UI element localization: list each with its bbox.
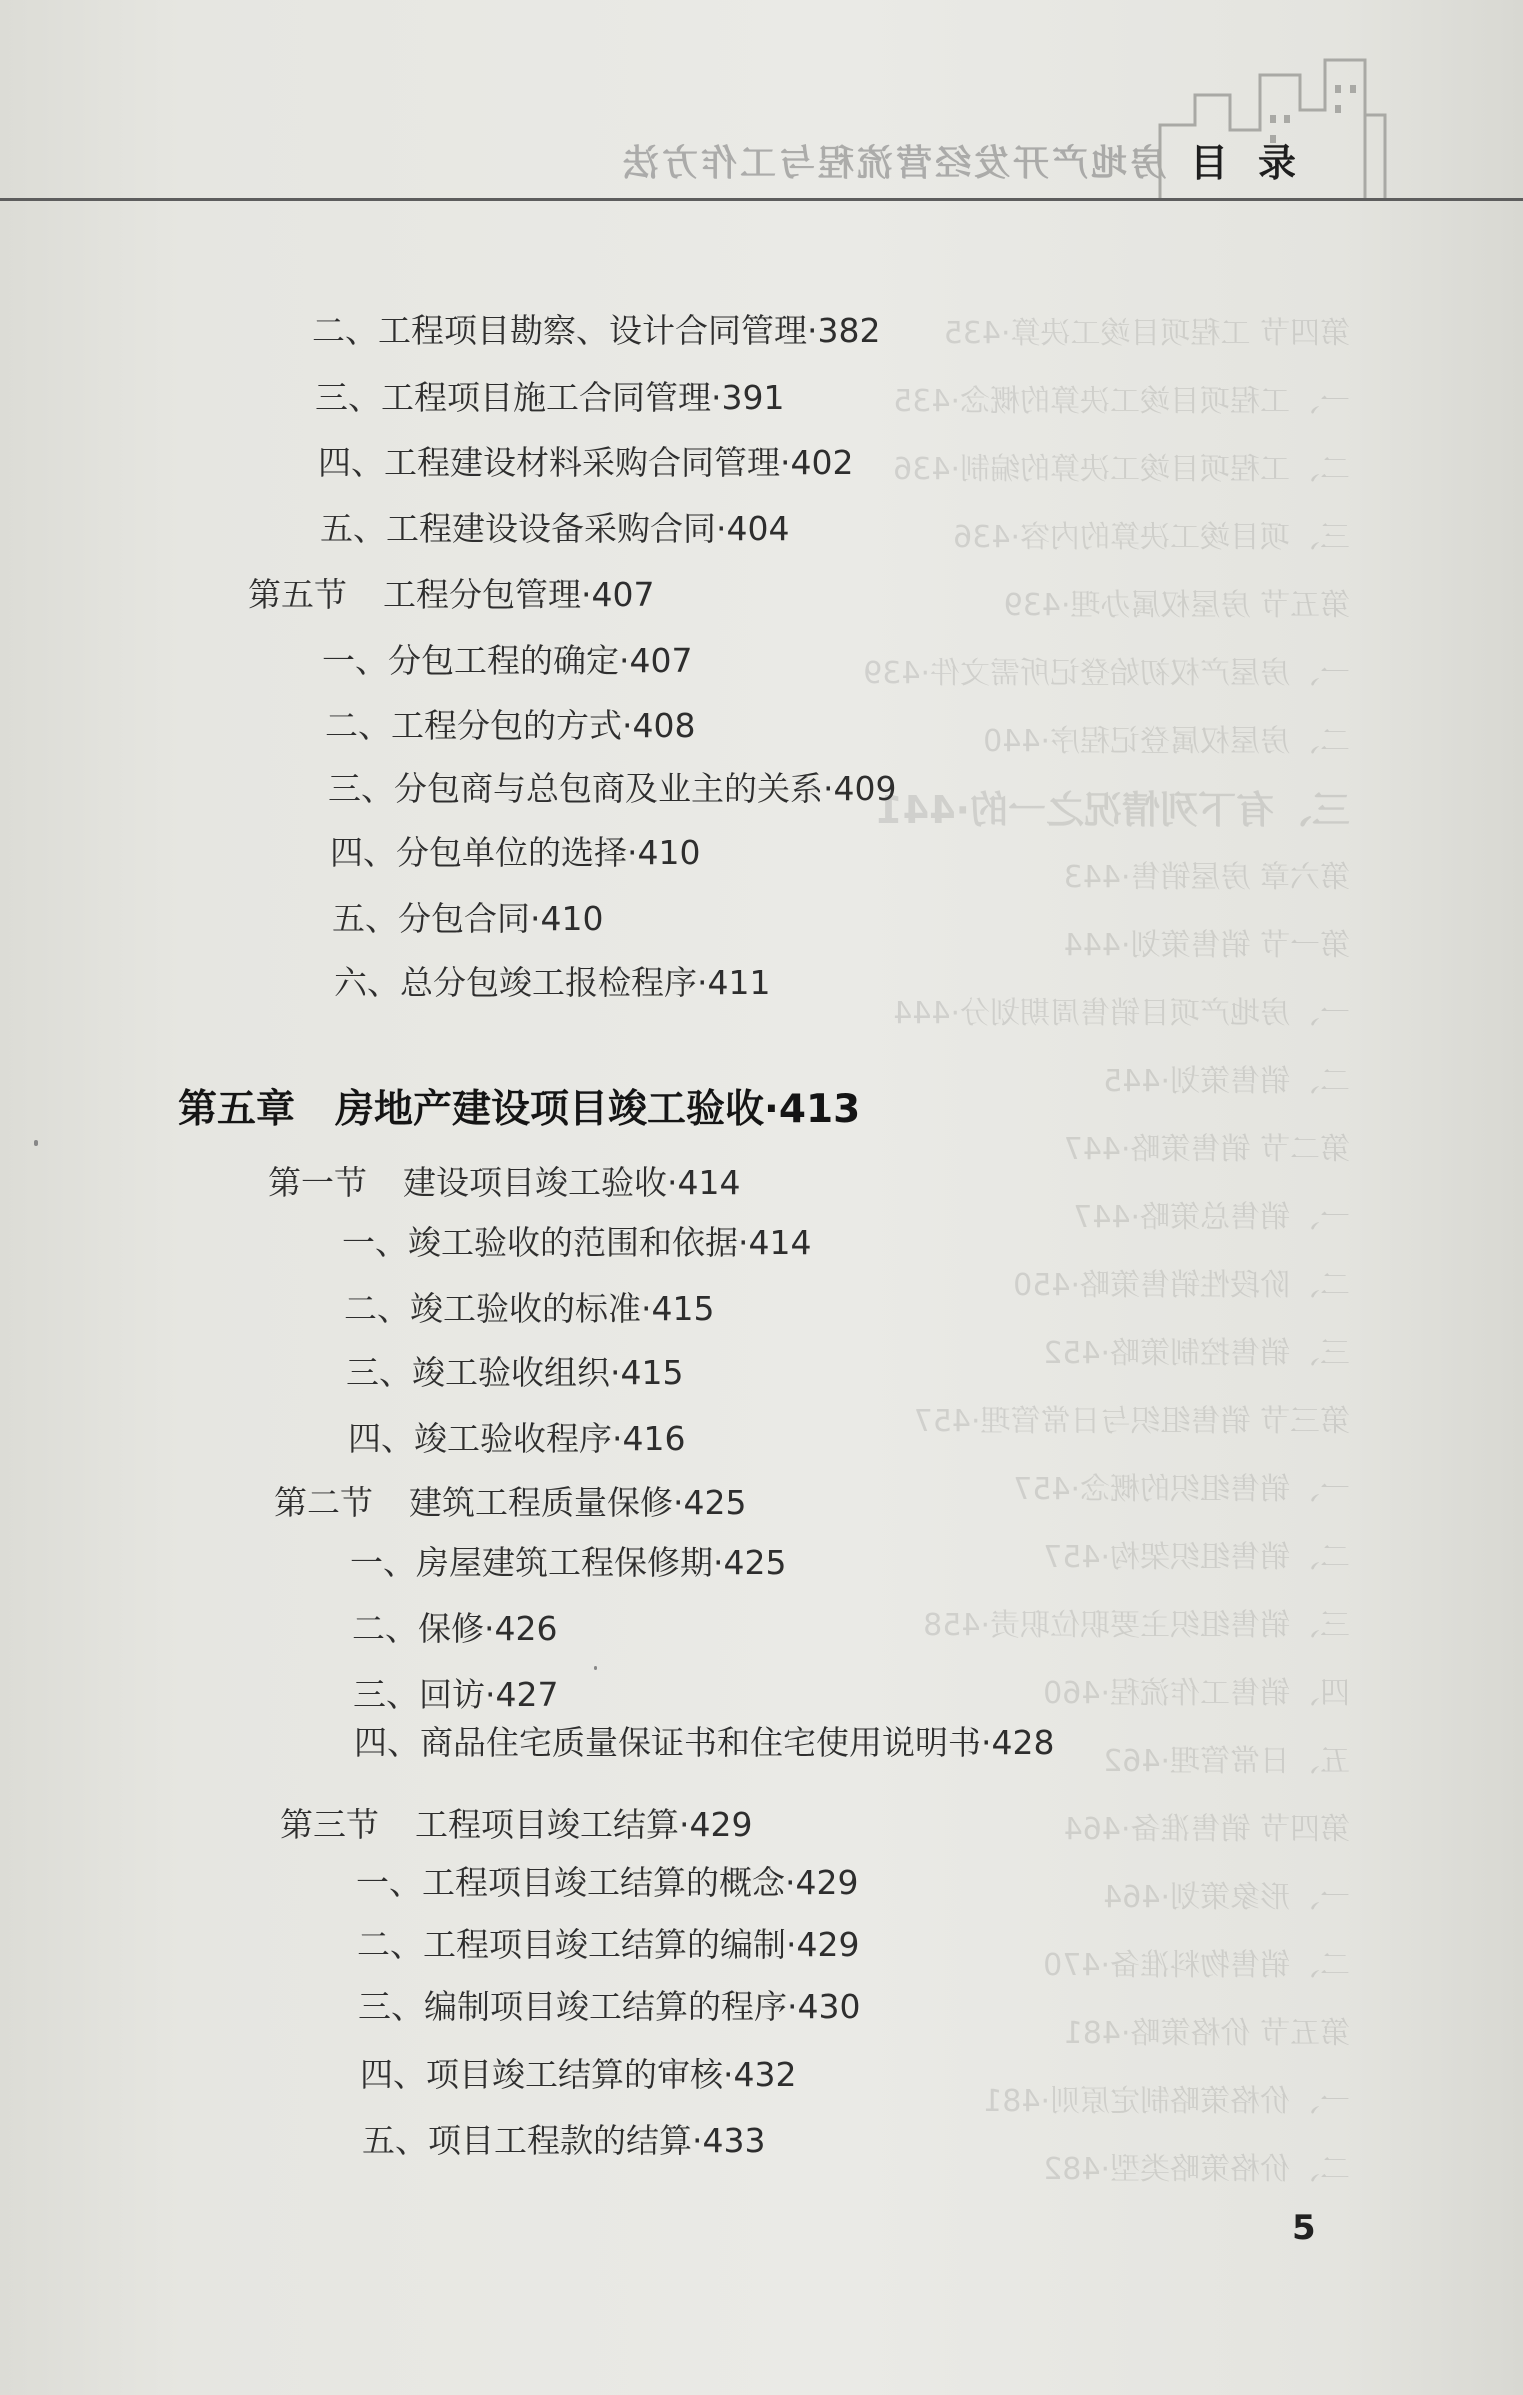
section-title: 目录 <box>1190 141 1327 185</box>
toc-item: 一、分包工程的确定·407 <box>322 641 693 680</box>
toc-item: 四、竣工验收程序·416 <box>348 1419 686 1458</box>
toc-item: 五、分包合同·410 <box>332 899 604 938</box>
toc-item: 三、编制项目竣工结算的程序·430 <box>358 1987 861 2026</box>
paper-speck <box>594 1666 597 1670</box>
toc-chapter-label: 第五章 <box>178 1087 296 1132</box>
toc-item: 一、房屋建筑工程保修期·425 <box>350 1543 787 1582</box>
toc-chapter-title: 房地产建设项目竣工验收·413 <box>335 1087 861 1132</box>
toc-item: 一、竣工验收的范围和依据·414 <box>342 1223 812 1262</box>
toc-section-label: 第三节 <box>280 1805 379 1844</box>
page-number: 5 <box>1292 2208 1316 2248</box>
toc-section-title: 工程项目竣工结算·429 <box>415 1805 753 1844</box>
toc-item: 三、分包商与总包商及业主的关系·409 <box>328 769 897 808</box>
toc-item: 三、工程项目施工合同管理·391 <box>315 378 785 417</box>
toc-item: 五、工程建设设备采购合同·404 <box>320 509 790 548</box>
toc-section <box>268 1163 741 1202</box>
toc-item: 三、回访·427 <box>353 1675 559 1714</box>
toc-chapter <box>178 1087 861 1132</box>
running-title-mirrored: 房地产开发经营流程与工作方法 <box>620 143 1167 184</box>
toc-item: 三、竣工验收组织·415 <box>346 1353 684 1392</box>
toc-item: 一、工程项目竣工结算的概念·429 <box>356 1863 859 1902</box>
paper-speck <box>34 1140 38 1146</box>
toc-item: 二、竣工验收的标准·415 <box>344 1289 715 1328</box>
toc-item: 二、工程分包的方式·408 <box>325 706 696 745</box>
toc-section-title: 建筑工程质量保修·425 <box>409 1483 747 1522</box>
toc-item: 四、分包单位的选择·410 <box>330 833 701 872</box>
toc-item: 四、工程建设材料采购合同管理·402 <box>318 443 854 482</box>
toc-section-label: 第一节 <box>268 1163 367 1202</box>
toc-item: 二、保修·426 <box>352 1609 558 1648</box>
toc-item: 四、商品住宅质量保证书和住宅使用说明书·428 <box>354 1723 1055 1762</box>
toc-section-title: 建设项目竣工验收·414 <box>403 1163 741 1202</box>
toc-item: 二、工程项目勘察、设计合同管理·382 <box>312 311 881 350</box>
header-rule <box>0 198 1523 201</box>
toc-item: 二、工程项目竣工结算的编制·429 <box>357 1925 860 1964</box>
toc-item: 四、项目竣工结算的审核·432 <box>360 2055 797 2094</box>
toc-section <box>280 1805 753 1844</box>
toc-section-label: 第二节 <box>274 1483 373 1522</box>
toc-item: 五、项目工程款的结算·433 <box>362 2121 766 2160</box>
toc-section-title: 工程分包管理·407 <box>383 575 655 614</box>
toc-section-label: 第五节 <box>248 575 347 614</box>
bleed-through-text: 第四节 工程项目竣工决算·435 一、工程项目竣工决算的概念·435 二、工程项目竣工决算的编制·436 三、项目竣工决算的内容·436 第五节 房屋权属办理·439 一、房屋产权初始登记所需文件·439 二、房屋权属登记程序·440 三、有下列情况之一的·441 第六章 房屋销售·443 第一节 销售策划·444 一、房地产项目销售周期划分·444 二、销售策划·445 第二节 销售策略·447 一、销售总策略·447 二、阶段性销售策略·450 三、销售控制策略·452 第三节 销售组织与日常管理·457 一、销售组织的概念·457 二、销售组织架构·457 三、销售组织主要职位职责·458 四、销售工作流程·460 五、日常管理·462 第四节 销售准备·464 一、形象策划·464 二、销售物料准备·470 第五节 价格策略·481 一、价格策略制定原则·481 二、价格策略类型·482 <box>863 316 1350 2187</box>
toc-item: 六、总分包竣工报检程序·411 <box>334 963 771 1002</box>
toc-section <box>274 1483 747 1522</box>
toc-section <box>248 575 655 614</box>
